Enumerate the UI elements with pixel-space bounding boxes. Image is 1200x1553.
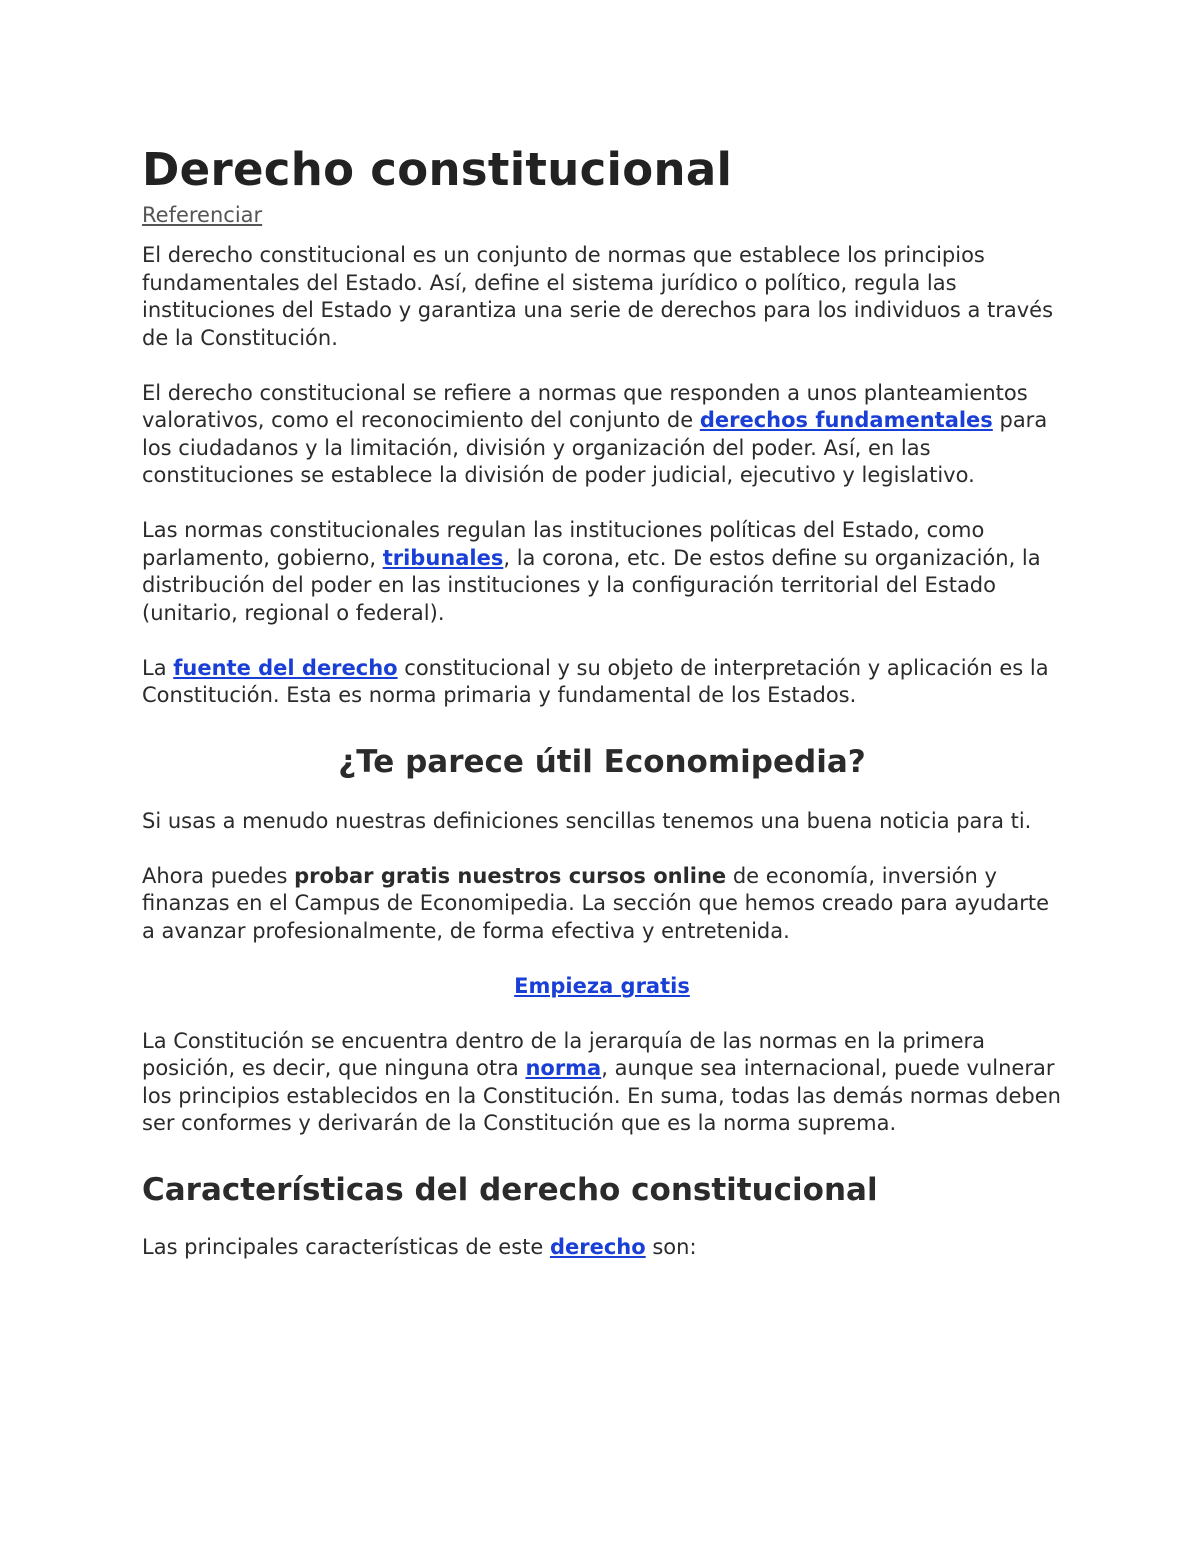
text-segment: de economía, inversión y finanzas en el Campus de Economipedia. La sección que hemos creado para ayudarte a avanzar profesionalmente, de forma efectiva y entretenida. <box>142 863 1050 943</box>
cta-container <box>142 973 1062 1001</box>
paragraph-intro: El derecho constitucional es un conjunto de normas que establece los principios fundamentales del Estado. Así, define el sistema jurídico o político, regula las instituciones del Estado y garantiza una serie de derechos para los individuos a través de la Constitución. <box>142 243 1054 350</box>
text-segment: La <box>142 655 174 680</box>
text-segment: , aunque sea internacional, puede vulnerar los principios establecidos en la Constitución. En suma, todas las demás normas deben ser conformes y derivarán de la Constitución que es la norma suprema. <box>142 1056 1061 1135</box>
page-title: Derecho constitucional <box>142 143 733 196</box>
document-page <box>142 140 1062 1261</box>
link-derechos-fundamentales[interactable]: derechos fundamentales <box>699 408 993 432</box>
paragraph-instituciones <box>142 517 1062 627</box>
bold-cursos: probar gratis nuestros cursos online <box>294 863 727 888</box>
empieza-gratis-link[interactable]: Empieza gratis <box>514 973 690 998</box>
referenciar-link[interactable]: Referenciar <box>142 203 263 227</box>
paragraph-promo: Si usas a menudo nuestras definiciones sencillas tenemos una buena noticia para ti. <box>142 808 1032 833</box>
link-fuente-del-derecho[interactable]: fuente del derecho <box>173 655 398 680</box>
paragraph-jerarquia <box>142 1028 1062 1138</box>
section-heading: Características del derecho constitucional <box>142 1171 878 1208</box>
text-segment: Las normas constitucionales regulan las instituciones políticas del Estado, como parlamento, gobierno, <box>142 518 985 570</box>
text-segment: La Constitución se encuentra dentro de la jerarquía de las normas en la primera posición, es decir, que ninguna otra <box>142 1028 985 1080</box>
link-derecho[interactable]: derecho <box>549 1234 646 1259</box>
text-segment: El derecho constitucional se refiere a normas que responden a unos planteamientos valorativos, como el reconocimiento del conjunto de <box>142 380 1028 432</box>
paragraph-caracteristicas <box>142 1234 1062 1262</box>
paragraph-cursos <box>142 863 1062 946</box>
text-segment: constitucional y su objeto de interpretación y aplicación es la Constitución. Esta es norma primaria y fundamental de los Estados. <box>142 655 1049 707</box>
text-segment: Ahora puedes <box>142 863 295 888</box>
link-tribunales[interactable]: tribunales <box>382 545 504 570</box>
text-segment: para los ciudadanos y la limitación, división y organización del poder. Así, en las constituciones se establece la división de poder judicial, ejecutivo y legislativo. <box>142 408 1048 487</box>
text-segment: Las principales características de este <box>142 1234 550 1259</box>
text-segment: , la corona, etc. De estos define su organización, la distribución del poder en las instituciones y la configuración territorial del Estado (unitario, regional o federal). <box>142 545 1041 625</box>
promo-heading: ¿Te parece útil Economipedia? <box>338 743 866 780</box>
text-segment: son: <box>645 1234 697 1259</box>
paragraph-valores <box>142 380 1062 490</box>
paragraph-fuente <box>142 655 1062 710</box>
link-norma[interactable]: norma <box>525 1056 602 1080</box>
